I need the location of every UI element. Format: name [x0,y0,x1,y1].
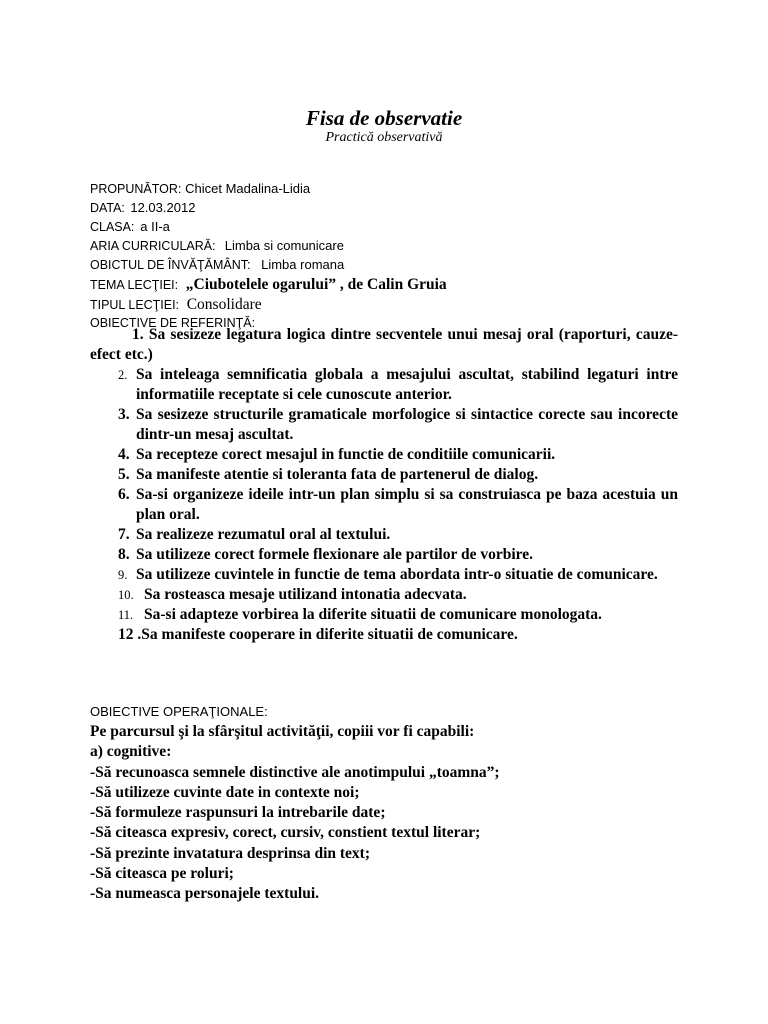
obiect-label: OBICTUL DE ÎNVĂŢĂMÂNT: [90,257,251,272]
lesson-header [90,179,690,331]
data-value: 12.03.2012 [130,200,196,215]
objective-number: 2. [118,368,128,382]
objective-item [90,585,678,605]
objective-item [90,545,678,565]
objective-number: 1. [132,326,144,343]
propunator-label: PROPUNĂTOR: [90,181,182,196]
tema-row [90,274,690,295]
objective-item [90,445,678,465]
objective-item [90,625,678,645]
objective-number: 3. [118,406,130,423]
objective-number: 6. [118,486,130,503]
objectives-list [90,325,678,645]
propunator-row [90,179,690,198]
objective-number: 11. [118,608,134,622]
objective-text: Sa-si adapteze vorbirea la diferite situatii de comunicare monologata. [144,606,602,623]
objective-number: 5. [118,466,130,483]
objective-item [90,485,678,525]
objective-text: Sa utilizeze corect formele flexionare ale partilor de vorbire. [136,546,533,563]
operational-line: -Sa numeasca personajele textului. [90,885,320,903]
operational-line: -Să prezinte invatatura desprinsa din text; [90,844,371,862]
clasa-value: a II-a [140,219,170,234]
objective-item [90,465,678,485]
objective-item [90,405,678,445]
objective-text: Sa inteleaga semnificatia globala a mesajului ascultat, stabilind legaturi intre informatiile receptate si cele cunoscute anterior. [136,366,678,403]
clasa-label: CLASA: [90,219,135,234]
aria-row [90,236,690,255]
objective-text: Sa sesizeze structurile gramaticale morfologice si sintactice corecte sau incorecte dintr-un mesaj ascultat. [136,406,678,443]
operational-line: -Să recunoasca semnele distinctive ale anotimpului „toamna”; [90,763,500,781]
document-subtitle: Practică observativă [325,130,443,145]
clasa-row [90,217,690,236]
objective-number: 8. [118,546,130,563]
objective-text: .Sa manifeste cooperare in diferite situatii de comunicare. [137,626,518,643]
aria-label: ARIA CURRICULARĂ: [90,238,216,253]
objective-text: Sa recepteze corect mesajul in functie de conditiile comunicarii. [136,446,556,463]
objective-text: Sa realizeze rezumatul oral al textului. [136,526,391,543]
operational-line: -Să utilizeze cuvinte date in contexte noi; [90,783,360,801]
operational-line: -Să citeasca pe roluri; [90,865,234,883]
tema-value: „Ciubotelele ogarului” , de Calin Gruia [185,276,447,293]
tip-label: TIPUL LECŢIEI: [90,297,180,312]
tip-row [90,295,690,315]
objective-text: Sa sesizeze legatura logica dintre secventele unui mesaj oral (raporturi, cauze-efect etc.) [90,326,678,363]
objective-number: 10. [118,588,134,602]
obiective-label: OBIECTIVE DE REFERINŢĂ: [90,315,256,330]
tip-value: Consolidare [186,296,262,313]
objective-item [90,605,678,625]
data-row [90,198,690,217]
operational-objectives [90,702,690,905]
document-title: Fisa de observatie [305,106,463,130]
objective-item [90,525,678,545]
objective-text: Sa rosteasca mesaje utilizand intonatia adecvata. [144,586,467,603]
objective-item [90,365,678,405]
obiect-row [90,255,690,274]
operational-line: -Să formuleze raspunsuri la intrebarile date; [90,804,386,822]
operational-line: -Să citeasca expresiv, corect, cursiv, constient textul literar; [90,824,481,842]
data-label: DATA: [90,200,125,215]
objective-item [90,325,678,365]
objective-number: 12 [118,626,134,643]
objective-number: 9. [118,568,128,582]
objective-text: Sa utilizeze cuvintele in functie de tema abordata intr-o situatie de comunicare. [136,566,658,583]
operational-label: OBIECTIVE OPERAŢIONALE: [90,704,268,719]
propunator-value: Chicet Madalina-Lidia [185,181,311,196]
objective-text: Sa manifeste atentie si toleranta fata de partenerul de dialog. [136,466,539,483]
objective-item [90,565,678,585]
objective-number: 7. [118,526,130,543]
objective-text: Sa-si organizeze ideile intr-un plan simplu si sa construiasca pe baza acestuia un plan oral. [136,486,678,523]
tema-label: TEMA LECŢIEI: [90,277,179,292]
aria-value: Limba si comunicare [224,238,344,253]
operational-line: a) cognitive: [90,743,172,761]
objective-number: 4. [118,446,130,463]
obiect-value: Limba romana [261,257,345,272]
operational-line: Pe parcursul şi la sfârşitul activităţii, copiii vor fi capabili: [90,723,475,740]
